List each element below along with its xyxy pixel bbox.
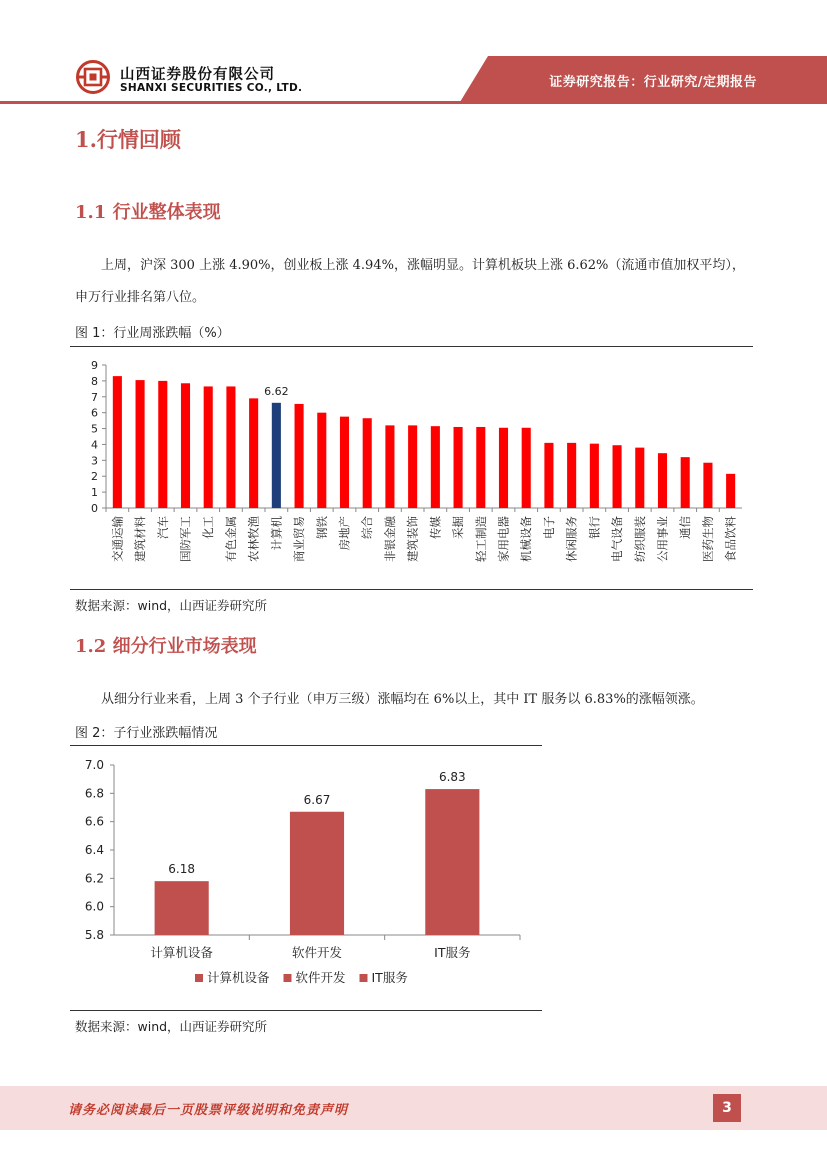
y-tick-label: 3 (91, 454, 98, 468)
y-tick-label: 6.6 (84, 814, 104, 829)
legend-entry: IT服务 (371, 970, 408, 985)
x-tick-label: 电子 (541, 516, 556, 539)
figure2-source: 数据来源：wind，山西证券研究所 (75, 1019, 268, 1034)
bar-食品饮料 (726, 474, 735, 508)
y-tick-label: 7 (91, 390, 98, 404)
x-tick-label: 房地产 (337, 516, 352, 551)
bar-建筑材料 (136, 380, 145, 508)
bar-有色金属 (226, 386, 235, 508)
x-tick-label: 钢铁 (314, 516, 329, 539)
x-tick-label: 软件开发 (291, 945, 343, 960)
x-tick-label: 化工 (201, 516, 216, 539)
x-tick-label: 农林牧渔 (246, 516, 261, 562)
bar-商业贸易 (295, 404, 304, 508)
x-tick-label: 银行 (587, 516, 602, 539)
figure1-caption: 图 1：行业周涨跌幅（%） (75, 326, 230, 341)
x-tick-label: 综合 (360, 516, 375, 539)
bar-电气设备 (613, 445, 622, 508)
company-name-en: SHANXI SECURITIES CO., LTD. (120, 82, 303, 94)
y-tick-label: 6.8 (84, 786, 104, 801)
subsection-title-subindustry: 1.2 细分行业市场表现 (75, 636, 257, 657)
bar-医药生物 (703, 463, 712, 508)
data-label: 6.83 (438, 770, 466, 785)
x-tick-label: 采掘 (451, 516, 466, 539)
figure2-top-rule (70, 745, 542, 746)
bar-通信 (681, 457, 690, 508)
y-tick-label: 6.0 (84, 899, 104, 914)
bar-机械设备 (522, 428, 531, 508)
bar-建筑装饰 (408, 425, 417, 508)
y-tick-label: 7.0 (84, 758, 104, 772)
x-tick-label: 建筑材料 (133, 516, 148, 562)
bar-银行 (590, 444, 599, 508)
x-tick-label: 商业贸易 (292, 516, 307, 562)
x-tick-label: 纺织服装 (632, 516, 647, 562)
figure2-bottom-rule (70, 1010, 542, 1011)
x-tick-label: 休闲服务 (564, 516, 579, 562)
x-tick-label: 食品饮料 (723, 516, 738, 562)
x-tick-label: 建筑装饰 (405, 516, 420, 562)
industry-weekly-change-chart (70, 350, 755, 585)
y-tick-label: 6 (91, 406, 98, 420)
footer-disclaimer: 请务必阅读最后一页股票评级说明和免责声明 (68, 1103, 349, 1118)
bar-交通运输 (113, 376, 122, 508)
figure1-bottom-rule (70, 589, 753, 590)
x-tick-label: 机械设备 (519, 516, 534, 562)
x-tick-label: 通信 (678, 516, 693, 539)
y-tick-label: 9 (91, 359, 98, 372)
data-label: 6.62 (264, 384, 289, 398)
bar-农林牧渔 (249, 398, 258, 508)
bar-钢铁 (317, 413, 326, 508)
header-rule (0, 101, 827, 104)
data-label: 6.67 (303, 792, 331, 807)
company-logo-icon (76, 60, 110, 94)
bar-综合 (363, 418, 372, 508)
legend-swatch (284, 974, 292, 982)
y-tick-label: 1 (91, 486, 98, 500)
x-tick-label: 国防军工 (178, 516, 193, 562)
bar-计算机 (272, 403, 281, 508)
x-tick-label: 传媒 (428, 516, 443, 539)
report-type: 证券研究报告：行业研究/定期报告 (549, 75, 757, 90)
x-tick-label: IT服务 (434, 945, 471, 960)
x-tick-label: 家用电器 (496, 516, 511, 562)
bar-软件开发 (290, 812, 344, 935)
figure1-source: 数据来源：wind，山西证券研究所 (75, 598, 268, 613)
x-tick-label: 非银金融 (382, 516, 397, 562)
bar-电子 (544, 443, 553, 508)
bar-汽车 (158, 381, 167, 508)
legend-entry: 计算机设备 (207, 970, 270, 985)
subsection-title-industry: 1.1 行业整体表现 (75, 202, 221, 223)
bar-休闲服务 (567, 443, 576, 508)
industry-paragraph: 上周，沪深 300 上涨 4.90%，创业板上涨 4.94%，涨幅明显。计算机板块上涨 6.62%（流通市值加权平均），申万行业排名第八位。 (75, 258, 745, 305)
data-label: 6.18 (168, 862, 196, 877)
figure1-top-rule (70, 346, 753, 347)
bar-非银金融 (385, 425, 394, 508)
bar-国防军工 (181, 383, 190, 508)
legend-swatch (195, 974, 203, 982)
subindustry-paragraph: 从细分行业来看，上周 3 个子行业（申万三级）涨幅均在 6%以上，其中 IT 服务以 6.83%的涨幅领涨。 (101, 692, 704, 707)
y-tick-label: 8 (91, 374, 98, 388)
page-number: 3 (713, 1094, 741, 1122)
bar-纺织服装 (635, 448, 644, 508)
x-tick-label: 公用事业 (655, 516, 670, 562)
bar-轻工制造 (476, 427, 485, 508)
bar-家用电器 (499, 428, 508, 508)
y-tick-label: 2 (91, 470, 98, 484)
x-tick-label: 交通运输 (110, 516, 125, 562)
bar-传媒 (431, 426, 440, 508)
x-tick-label: 计算机 (269, 516, 284, 551)
y-tick-label: 4 (91, 438, 98, 452)
company-name-cn: 山西证券股份有限公司 (120, 67, 275, 83)
y-tick-label: 0 (91, 502, 98, 515)
figure2-caption: 图 2：子行业涨跌幅情况 (75, 726, 218, 741)
x-tick-label: 医药生物 (700, 516, 715, 562)
y-tick-label: 5.8 (84, 928, 104, 942)
subindustry-change-chart (70, 752, 542, 1007)
y-tick-label: 5 (91, 422, 98, 436)
bar-IT服务 (425, 789, 479, 935)
x-tick-label: 轻工制造 (473, 516, 488, 562)
x-tick-label: 有色金属 (223, 516, 238, 562)
y-tick-label: 6.2 (84, 871, 104, 886)
bar-房地产 (340, 417, 349, 508)
x-tick-label: 电气设备 (610, 516, 625, 562)
y-tick-label: 6.4 (84, 843, 104, 857)
bar-计算机设备 (155, 881, 209, 935)
section-title: 1.行情回顾 (75, 127, 181, 152)
legend-swatch (360, 974, 368, 982)
x-tick-label: 汽车 (155, 516, 170, 539)
bar-化工 (204, 386, 213, 508)
x-tick-label: 计算机设备 (150, 945, 213, 960)
bar-公用事业 (658, 453, 667, 508)
bar-采掘 (454, 427, 463, 508)
legend-entry: 软件开发 (295, 970, 346, 985)
